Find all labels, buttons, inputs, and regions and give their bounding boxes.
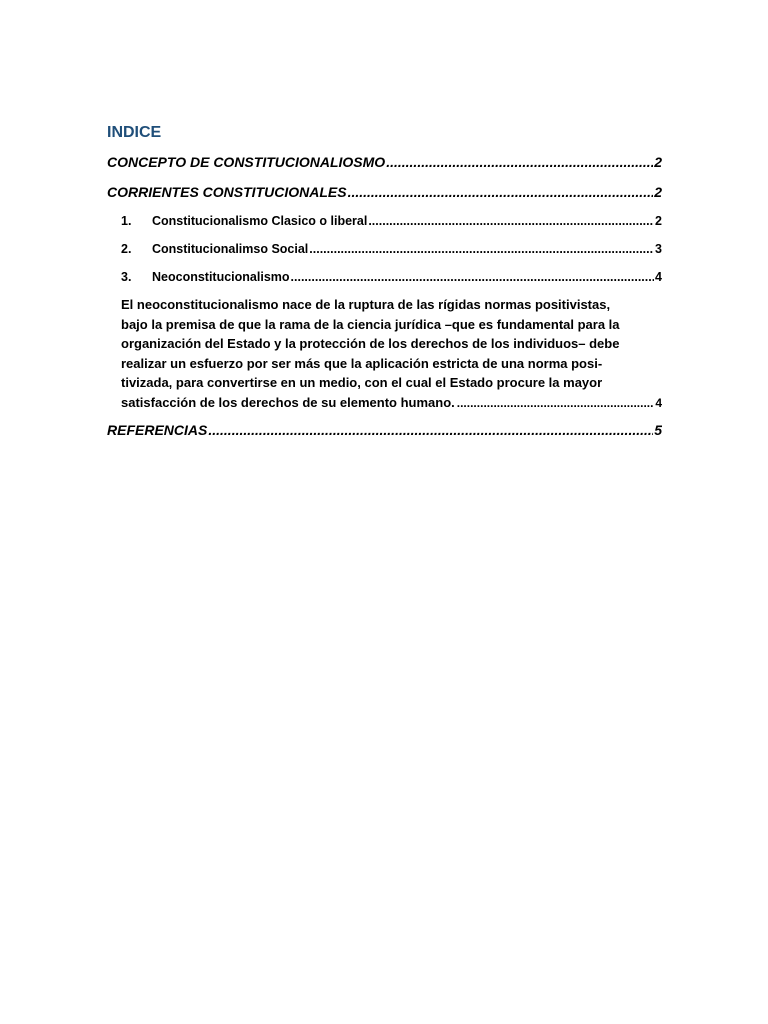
toc-subentry-social[interactable]	[121, 241, 662, 257]
toc-subentry-text: Neoconstitucionalismo	[152, 270, 290, 284]
toc-paragraph-entry[interactable]	[121, 295, 662, 413]
dot-leader	[348, 183, 654, 201]
paragraph-line: bajo la premisa de que la rama de la ciencia jurídica –que es fundamental para la	[121, 316, 620, 332]
toc-page-number: 2	[655, 214, 662, 228]
paragraph-line: tivizada, para convertirse en un medio, con el cual el Estado procure la mayor	[121, 375, 603, 390]
dot-leader	[368, 213, 654, 229]
toc-subentry-clasico[interactable]	[121, 213, 662, 229]
dot-leader	[291, 269, 655, 285]
toc-heading: INDICE	[107, 124, 162, 141]
dot-leader	[208, 421, 653, 439]
paragraph-line: satisfacción de los derechos de su elemento humano.	[121, 394, 455, 410]
toc-subentry-number: 2.	[121, 242, 132, 256]
dot-leader	[457, 394, 654, 414]
toc-entry-text: CONCEPTO DE CONSTITUCIONALIOSMO	[107, 154, 386, 170]
toc-entry-corrientes[interactable]	[107, 183, 662, 201]
toc-subentry-number: 3.	[121, 270, 132, 284]
paragraph-line: El neoconstitucionalismo nace de la ruptura de las rígidas normas positivistas,	[121, 297, 611, 312]
toc-entry-text: REFERENCIAS	[107, 422, 208, 438]
dot-leader	[386, 153, 653, 171]
toc-page-number: 5	[654, 422, 662, 438]
toc-page-number: 2	[654, 154, 662, 170]
toc-entry-referencias[interactable]	[107, 421, 662, 439]
toc-page-number: 4	[655, 270, 662, 284]
paragraph-last-line	[121, 393, 662, 414]
toc-entry-concepto[interactable]	[107, 153, 662, 171]
toc-subentry-neo[interactable]	[121, 269, 662, 285]
toc-subentry-text: Constitucionalismo Clasico o liberal	[152, 214, 368, 228]
toc-entry-text: CORRIENTES CONSTITUCIONALES	[107, 184, 347, 200]
dot-leader	[309, 241, 654, 257]
paragraph-line: organización del Estado y la protección de los derechos de los individuos– debe	[121, 336, 620, 351]
toc-page-number: 2	[654, 184, 662, 200]
paragraph-line: realizar un esfuerzo por ser más que la aplicación estricta de una norma posi-	[121, 355, 603, 371]
toc-subentry-text: Constitucionalimso Social	[152, 242, 309, 256]
table-of-contents	[107, 123, 662, 451]
toc-page-number: 4	[655, 395, 662, 410]
toc-subentry-number: 1.	[121, 214, 132, 228]
toc-page-number: 3	[655, 242, 662, 256]
